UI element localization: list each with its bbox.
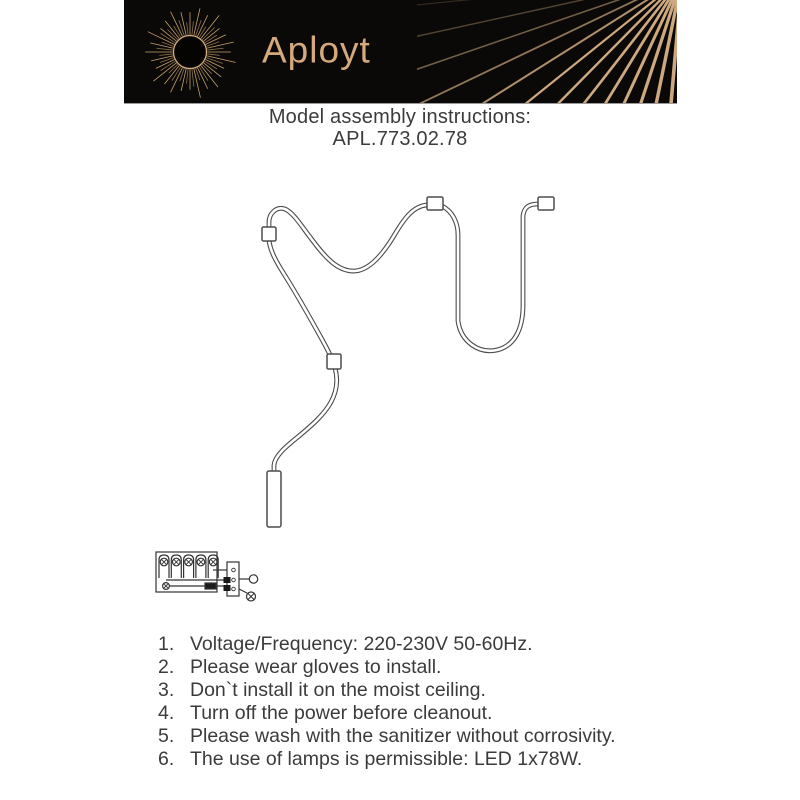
title-line-2: APL.773.02.78 [332,128,468,150]
instruction-text: The use of lamps is permissible: LED 1x78W. [190,748,583,770]
instruction-text: Voltage/Frequency: 220-230V 50-60Hz. [190,633,533,655]
instruction-number: 3. [158,679,175,701]
brand-name: Aployt [262,28,371,70]
instruction-list [158,633,698,771]
wiring-terminal-diagram [145,545,270,607]
instruction-number: 2. [158,656,175,678]
instruction-text: Please wear gloves to install. [190,656,442,678]
instruction-item [158,656,698,679]
sunburst-logo-icon [142,4,238,100]
instruction-number: 5. [158,725,175,747]
cable-connector [327,354,341,369]
instruction-item [158,633,698,656]
instruction-text: Please wash with the sanitizer without corrosivity. [190,725,616,747]
cable-connector [538,197,554,210]
instruction-text: Turn off the power before cleanout. [190,702,493,724]
page-title [0,106,800,150]
instruction-item [158,725,698,748]
instruction-text: Don`t install it on the moist ceiling. [190,679,486,701]
brand-banner [124,0,677,104]
lamp-cable-diagram [230,185,590,540]
title-line-1: Model assembly instructions: [268,106,532,128]
instruction-item [158,679,698,702]
instruction-number: 6. [158,748,175,770]
lamp-tube-end [267,471,281,527]
instruction-number: 1. [158,633,175,655]
instruction-item [158,748,698,771]
cable-connector [262,227,276,241]
instruction-item [158,702,698,725]
cable-connector [427,197,443,210]
rays-decoration [417,0,677,103]
instruction-number: 4. [158,702,175,724]
